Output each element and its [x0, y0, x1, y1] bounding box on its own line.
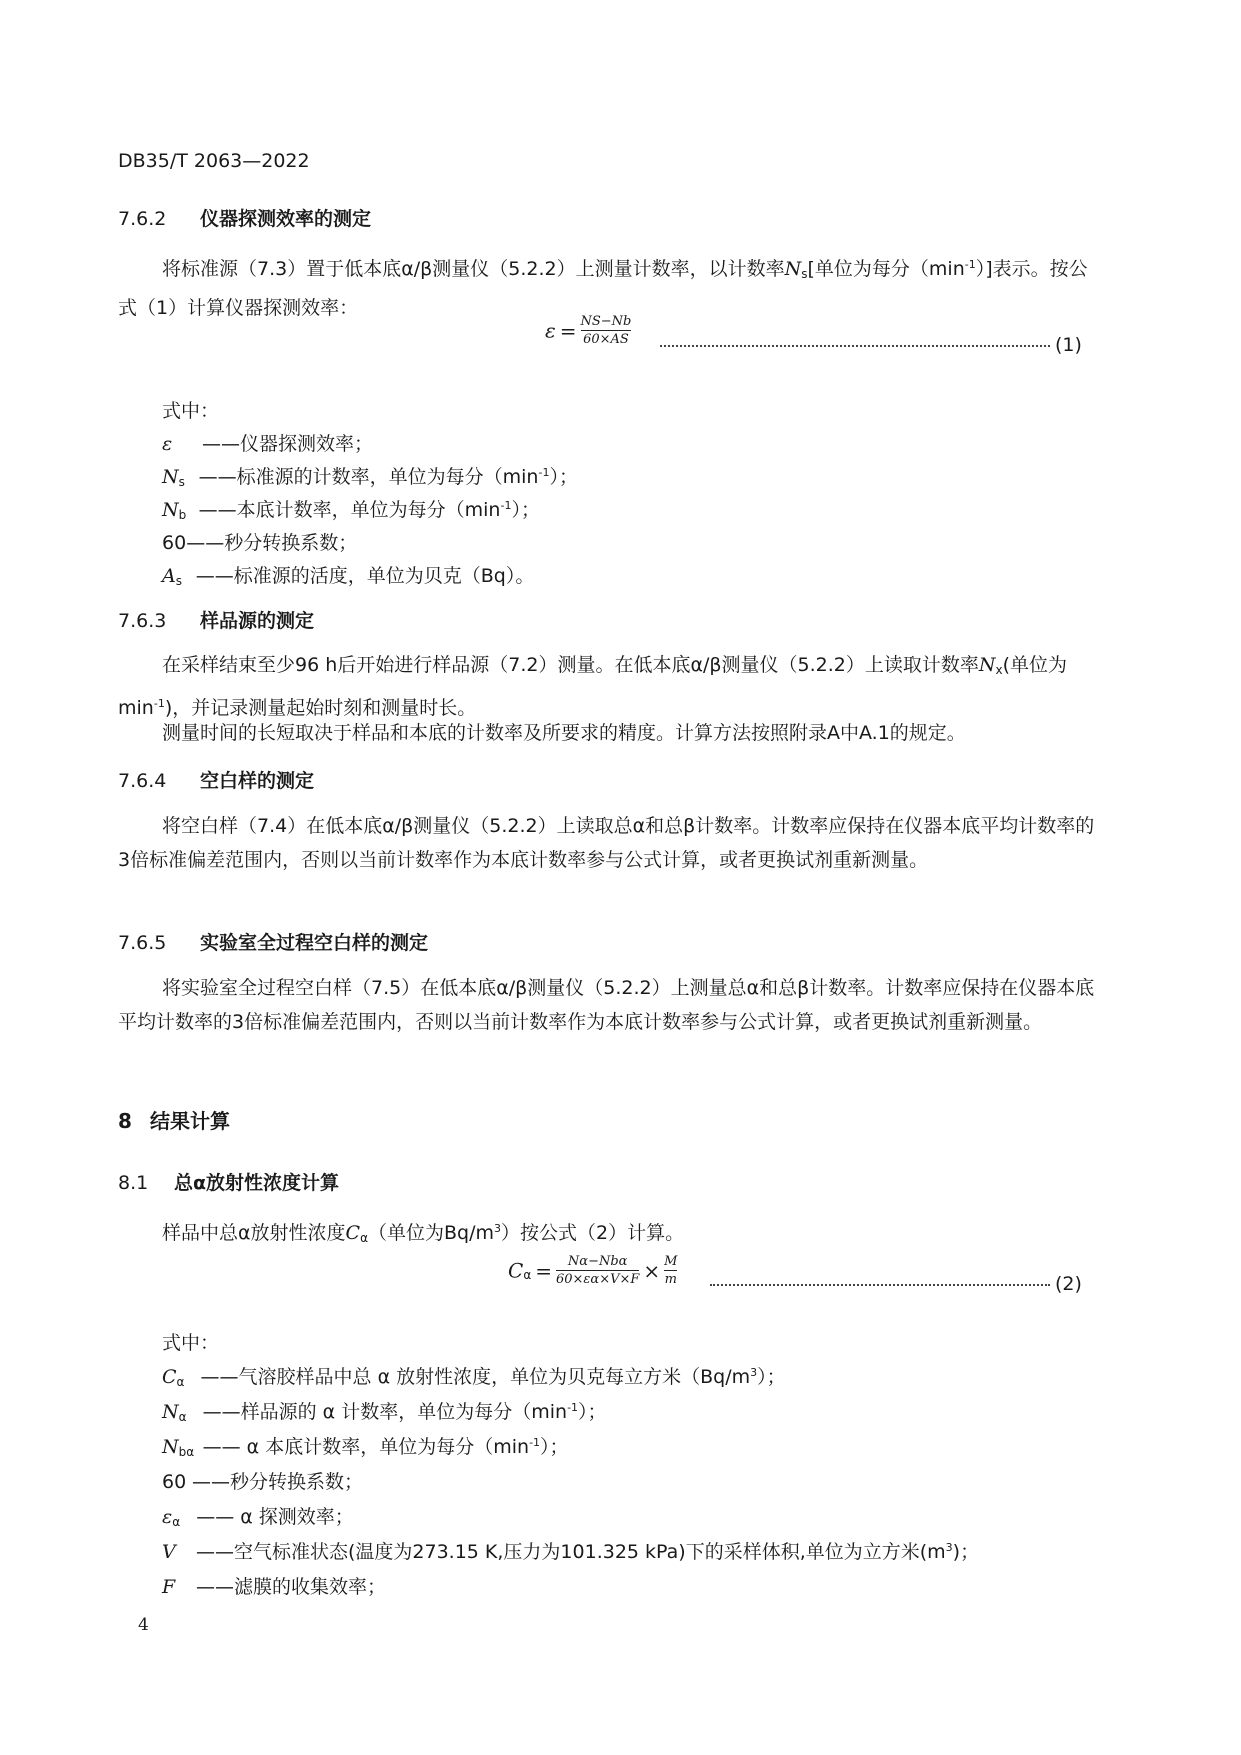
superscript: -1: [500, 499, 512, 512]
symbol: ε: [162, 1506, 173, 1528]
equation-number: (1): [1055, 334, 1082, 356]
section-7-6-2-heading: [118, 204, 371, 231]
section-7-6-5-heading: [118, 928, 428, 955]
subscript: α: [360, 1231, 368, 1245]
legend-text: —— α 探测效率；: [196, 1506, 354, 1528]
eq-numerator: NS−Nb: [580, 314, 632, 329]
section-7-6-3-heading: [118, 606, 314, 633]
text-run: （单位为Bq/m: [368, 1222, 495, 1244]
legend-item: [162, 1572, 386, 1599]
legend-text: ——气溶胶样品中总 α 放射性浓度，单位为贝克每立方米（Bq/m: [200, 1366, 751, 1388]
eq-fraction: [581, 314, 632, 347]
legend-text: ）；: [578, 1401, 607, 1423]
legend-text: )；: [952, 1541, 980, 1563]
symbol: N: [978, 654, 996, 676]
symbol: N: [162, 1401, 179, 1423]
subscript: bα: [178, 1445, 195, 1459]
paragraph-8-1: [118, 1212, 1098, 1255]
symbol: F: [162, 1576, 176, 1598]
subscript: x: [995, 663, 1003, 677]
superscript: -1: [964, 258, 976, 271]
subscript: s: [175, 574, 182, 588]
text-run: 将实验室全过程空白样（7.5）在低本底α/β测量仪（5.2.2）上测量总α和总β计数率。计数率应保持在仪器本底平均计数率的3倍标准偏差范围内，否则以当前计数率作为本底计数率参与公式计算，或者更换试剂重新测量。: [118, 977, 1095, 1033]
equation-number: (2): [1055, 1273, 1082, 1295]
legend-item: [162, 1362, 786, 1389]
text-run: 将标准源（7.3）置于低本底α/β测量仪（5.2.2）上测量计数率，以计数率: [162, 258, 785, 280]
legend-item: [162, 528, 357, 555]
eq-fraction-2: [664, 1254, 677, 1287]
superscript: -1: [538, 466, 550, 479]
subscript: b: [178, 508, 187, 522]
symbol: ε: [162, 433, 173, 455]
section-title: 总α放射性浓度计算: [174, 1172, 340, 1194]
legend-text: ）；: [540, 1436, 569, 1458]
text-run: 在采样结束至少96 h后开始进行样品源（7.2）测量。在低本底α/β测量仪（5.2.2）上读取计数率: [162, 654, 979, 676]
section-8-heading: [118, 1105, 230, 1134]
leader-dots: [710, 1284, 1050, 1286]
eq-numerator: Nα−Nbα: [567, 1254, 628, 1269]
symbol: N: [162, 499, 179, 521]
legend-item: [162, 429, 373, 456]
text-run: 将空白样（7.4）在低本底α/β测量仪（5.2.2）上读取总α和总β计数率。计数率应保持在仪器本底平均计数率的3倍标准偏差范围内，否则以当前计数率作为本底计数率参与公式计算，或者更换试剂重新测量。: [118, 815, 1095, 871]
legend-text: ）；: [511, 499, 540, 521]
legend-item: [162, 1432, 569, 1459]
symbol: N: [162, 466, 179, 488]
equation-2: [508, 1254, 677, 1287]
section-number: 7.6.5: [118, 932, 167, 954]
superscript: 3: [750, 1366, 758, 1379]
legend-item: [162, 1397, 607, 1424]
eq-denominator: 60×AS: [583, 332, 629, 347]
text-run: 测量时间的长短取决于样品和本底的计数率及所要求的精度。计算方法按照附录A中A.1的规定。: [162, 722, 966, 744]
text-run: ）]表示。按公式（1）计算仪器探测效率：: [118, 258, 1088, 319]
legend-text: ——标准源的活度，单位为贝克（Bq）。: [195, 565, 535, 587]
legend-text: ——空气标准状态(温度为273.15 K,压力为101.325 kPa)下的采样体积,单位为立方米(m: [196, 1541, 946, 1563]
text-run: 样品中总α放射性浓度: [162, 1222, 346, 1244]
superscript: 3: [945, 1541, 953, 1554]
text-run: [单位为每分（min: [807, 258, 965, 280]
legend-text: ——本底计数率，单位为每分（min: [198, 499, 501, 521]
subscript: s: [178, 475, 185, 489]
subscript: α: [176, 1375, 185, 1389]
eq-fraction: [556, 1254, 639, 1287]
subscript: s: [801, 267, 808, 281]
legend-text: ——秒分转换系数；: [192, 1471, 364, 1493]
section-title: 实验室全过程空白样的测定: [200, 932, 429, 954]
legend-item: [162, 462, 578, 489]
section-title: 结果计算: [150, 1109, 230, 1133]
legend-item: [162, 495, 540, 522]
symbol: 60: [162, 532, 187, 554]
section-7-6-4-heading: [118, 766, 314, 793]
section-number: 7.6.4: [118, 770, 167, 792]
legend-text: ）；: [757, 1366, 786, 1388]
text-run: ）按公式（2）计算。: [501, 1222, 685, 1244]
equation-1: [545, 314, 631, 347]
section-number: 8: [118, 1109, 132, 1133]
eq-lhs: ε: [545, 318, 556, 343]
eq-lhs-subscript: α: [523, 1268, 532, 1282]
symbol: V: [162, 1541, 176, 1563]
eq-denominator: 60×εα×V×F: [556, 1272, 640, 1287]
eq-numerator-2: M: [664, 1254, 678, 1269]
legend-text: ——滤膜的收集效率；: [196, 1576, 387, 1598]
symbol: C: [162, 1366, 177, 1388]
legend-text: ——样品源的 α 计数率，单位为每分（min: [202, 1401, 568, 1423]
symbol: C: [345, 1222, 361, 1244]
superscript: -1: [153, 697, 165, 710]
symbol: N: [162, 1436, 179, 1458]
text-run: )，并记录测量起始时刻和测量时长。: [164, 697, 477, 719]
legend-text: ——仪器探测效率；: [202, 433, 374, 455]
legend-text: ——标准源的计数率，单位为每分（min: [198, 466, 539, 488]
section-number: 7.6.3: [118, 610, 167, 632]
legend-item: [162, 1467, 363, 1494]
legend-item: [162, 1502, 354, 1529]
standard-id: DB35/T 2063—2022: [118, 150, 310, 172]
text-run: (单位为min: [118, 654, 1068, 719]
section-number: 8.1: [118, 1172, 149, 1194]
section-title: 空白样的测定: [200, 770, 315, 792]
superscript: -1: [529, 1436, 541, 1449]
eq-lhs: C: [508, 1258, 524, 1283]
legend-item: [162, 1537, 979, 1564]
legend-text: ）；: [549, 466, 578, 488]
section-8-1-heading: [118, 1168, 339, 1195]
where-label: 式中：: [162, 1332, 220, 1354]
paragraph-7-6-4: [118, 809, 1098, 877]
subscript: α: [172, 1515, 181, 1529]
legend-text: —— α 本底计数率，单位为每分（min: [202, 1436, 530, 1458]
leader-dots: [660, 345, 1050, 347]
eq-equals: =: [559, 318, 577, 343]
where-label: 式中：: [162, 400, 220, 422]
superscript: -1: [567, 1401, 579, 1414]
symbol: A: [162, 565, 176, 587]
paragraph-7-6-3-a: [118, 648, 1098, 725]
superscript: 3: [494, 1222, 502, 1235]
eq-equals: =: [535, 1258, 552, 1283]
paragraph-7-6-3-b: [118, 716, 1098, 750]
symbol: N: [784, 258, 802, 280]
page-number: 4: [138, 1615, 149, 1635]
legend-text: ——秒分转换系数；: [186, 532, 358, 554]
section-number: 7.6.2: [118, 208, 167, 230]
section-title: 样品源的测定: [200, 610, 315, 632]
subscript: α: [178, 1410, 187, 1424]
paragraph-7-6-5: [118, 971, 1098, 1039]
section-title: 仪器探测效率的测定: [200, 208, 372, 230]
symbol: 60: [162, 1471, 187, 1493]
eq-denominator-2: m: [664, 1272, 677, 1287]
eq-times: ×: [643, 1258, 661, 1283]
legend-item: [162, 561, 534, 588]
